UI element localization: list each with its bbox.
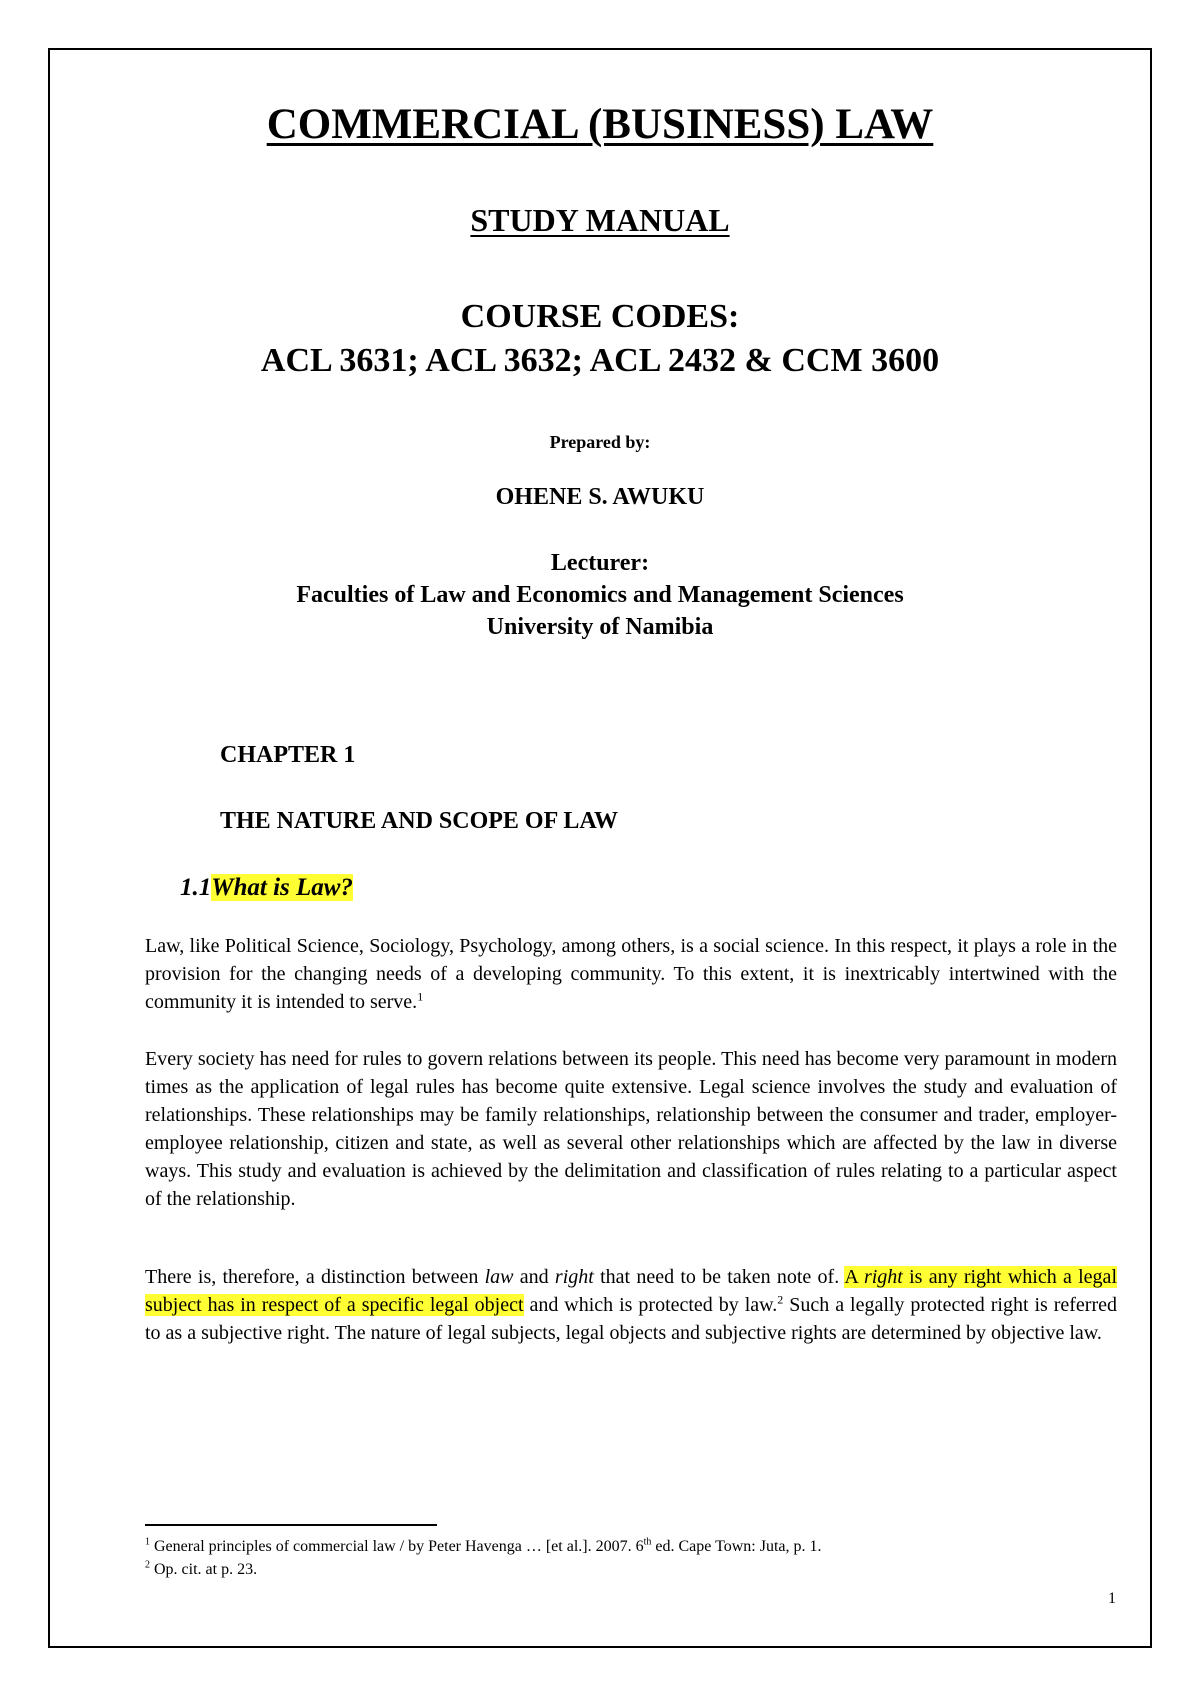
document-subtitle: STUDY MANUAL [470, 202, 730, 238]
page-number: 1 [1108, 1590, 1116, 1607]
p3-hl-right: right [863, 1266, 903, 1288]
p3-term-right: right [554, 1266, 594, 1288]
p3-hl-a: A [844, 1266, 864, 1288]
footnote-2-text: Op. cit. at p. 23. [150, 1561, 258, 1578]
section-number: 1.1 [180, 874, 212, 901]
p3-text-e: Such a legally protected right is referred to as a subjective right. The nature of legal subjects, legal objects and subjective rights are determined by objective law. [145, 1294, 1118, 1344]
paragraph-1 [145, 932, 1117, 1016]
author-name: OHENE S. AWUKU [495, 484, 705, 510]
footnote-1-number: 1 [145, 1536, 150, 1548]
chapter-title: THE NATURE AND SCOPE OF LAW [220, 808, 619, 834]
paragraph-2: Every society has need for rules to govern relations between its people. This need has become very paramount in modern times as the application of legal rules has become quite extensive. Legal science involves the study and evaluation of relationships. These relationships may be family relationships, relationship between the consumer and trader, employer-employee relationship, citizen and state, as well as several other relationships which are affected by the law in diverse ways. This study and evaluation is achieved by the delimitation and classification of rules relating to a particular aspect of the relationship. [145, 1048, 1117, 1210]
faculties-line: Faculties of Law and Economics and Management Sciences [296, 582, 904, 608]
p3-text-b: and [513, 1266, 555, 1288]
footnote-2-number: 2 [145, 1559, 150, 1571]
lecturer-label: Lecturer: [550, 550, 650, 576]
p3-text-d: and which is protected by law. [523, 1294, 778, 1316]
p3-text-c: that need to be taken note of. [593, 1266, 845, 1288]
page-border [48, 48, 1152, 1648]
footnote-separator [145, 1524, 437, 1526]
footnote-ref-1[interactable]: 1 [417, 989, 424, 1004]
university-line: University of Namibia [486, 614, 714, 640]
p3-hl-b: is any right which a legal subject has in respect of a specific legal object [145, 1266, 1117, 1316]
document-title: COMMERCIAL (BUSINESS) LAW [266, 101, 934, 148]
chapter-label: CHAPTER 1 [220, 742, 356, 768]
course-codes-heading: COURSE CODES: [460, 298, 740, 335]
footnote-1-text-b: ed. Cape Town: Juta, p. 1. [651, 1538, 822, 1555]
paragraph-1-text: Law, like Political Science, Sociology, Psychology, among others, is a social science. In this respect, it plays a role in the provision for the changing needs of a developing community. To this extent, it is inextricably intertwined with the community it is intended to serve. [145, 935, 1117, 1013]
footnote-1 [145, 1537, 822, 1557]
section-title: What is Law? [211, 874, 353, 901]
footnote-ref-2[interactable]: 2 [777, 1292, 784, 1307]
p3-text-a: There is, therefore, a distinction between [145, 1266, 485, 1288]
paragraph-3 [145, 1263, 1117, 1347]
footnote-1-text-a: General principles of commercial law / by Peter Havenga … [et al.]. 2007. 6 [150, 1538, 644, 1555]
p3-term-law: law [484, 1266, 514, 1288]
footnote-2 [145, 1560, 257, 1580]
course-codes: ACL 3631; ACL 3632; ACL 2432 & CCM 3600 [260, 342, 940, 379]
section-heading [180, 874, 353, 902]
footnote-1-sup: th [643, 1536, 652, 1548]
prepared-by-label: Prepared by: [549, 432, 651, 452]
